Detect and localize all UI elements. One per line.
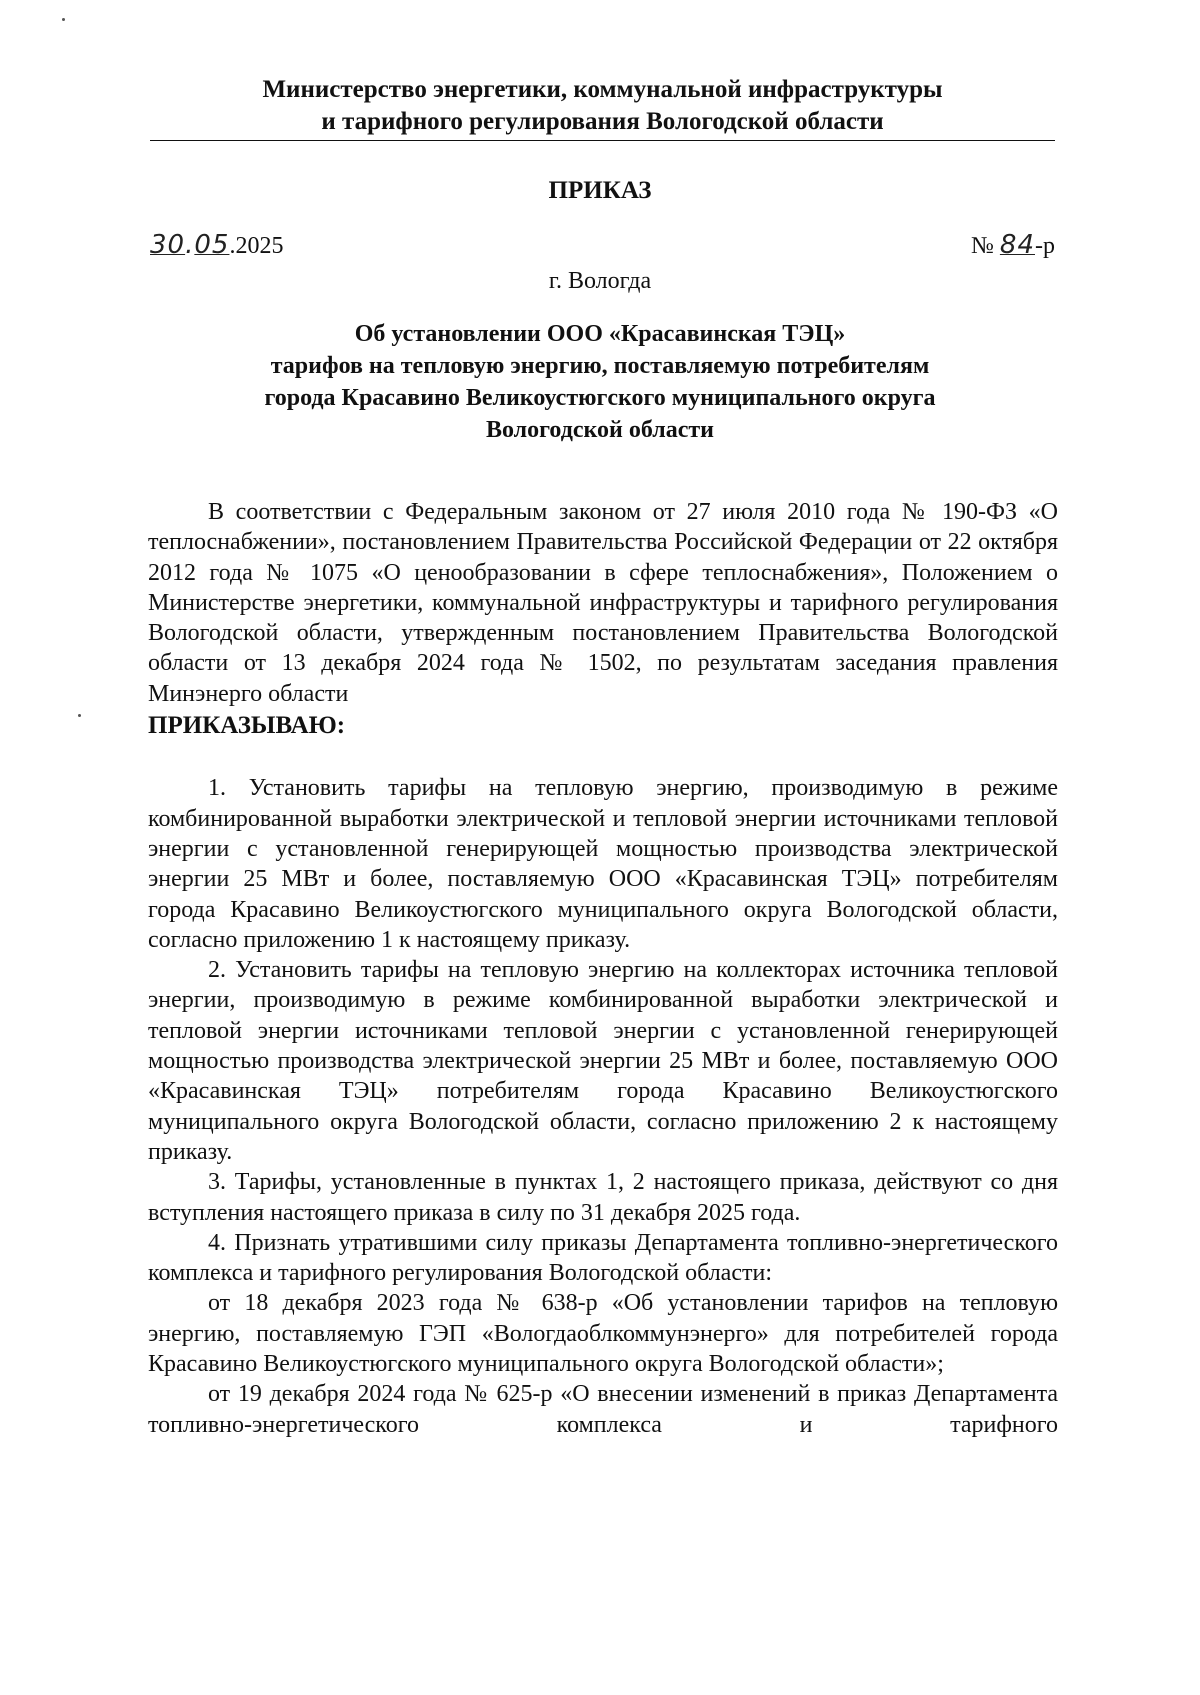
header-rule [150, 140, 1055, 141]
order-subject [180, 318, 1020, 446]
ministry-header [150, 74, 1055, 138]
number-suffix: -р [1035, 233, 1055, 259]
clause-4-item-2: от 19 декабря 2024 года № 625-р «О внесении изменений в приказ Департамента топливно-энергетического комплекса и тарифного [148, 1381, 1058, 1438]
date-year: .2025 [229, 233, 284, 259]
clause-4: 4. Признать утратившими силу приказы Департамента топливно-энергетического комплекса и тарифного регулирования Вологодской области: [148, 1229, 1058, 1287]
preamble-paragraph: В соответствии с Федеральным законом от 27 июля 2010 года № 190-ФЗ «О теплоснабжении», постановлением Правительства Российской Федерации от 22 октября 2012 года № 1075 «О ценообразовании в сфере теплоснабжения», Положением о Министерстве энергетики, коммунальной инфраструктуры и тарифного регулирования Вологодской области, утвержденным постановлением Правительства Вологодской области от 13 декабря 2024 года № 1502, по результатам заседания правления Минэнерго области [148, 499, 1058, 707]
date-month-handwritten: 05 [194, 230, 230, 260]
date-separator: . [185, 230, 195, 260]
clause-4-item-1: от 18 декабря 2023 года № 638-р «Об установлении тарифов на тепловую энергию, поставляемую ГЭП «Вологдаоблкоммунэнерго» для потребителей города Красавино Великоустюгского муниципального округа Вологодской области»; [148, 1290, 1058, 1378]
ministry-line-1: Министерство энергетики, коммунальной инфраструктуры [262, 76, 943, 103]
order-date [150, 230, 283, 260]
scan-speck [62, 18, 65, 21]
order-title: ПРИКАЗ [548, 177, 652, 204]
subject-line-1: Об установлении ООО «Красавинская ТЭЦ» [354, 321, 846, 347]
order-number [971, 230, 1055, 260]
order-body [148, 497, 1058, 1440]
scan-speck [78, 714, 81, 717]
clause-1: 1. Установить тарифы на тепловую энергию, производимую в режиме комбинированной выработки электрической и тепловой энергии источниками тепловой энергии с установленной генерирующей мощностью производства электрической энергии 25 МВт и более, поставляемую ООО «Красавинская ТЭЦ» потребителям города Красавино Великоустюгского муниципального округа Вологодской области, согласно приложению 1 к настоящему приказу. [148, 775, 1058, 953]
subject-line-4: Вологодской области [485, 417, 715, 443]
subject-line-2: тарифов на тепловую энергию, поставляемую потребителям [270, 353, 930, 379]
ministry-line-2: и тарифного регулирования Вологодской области [321, 108, 884, 135]
number-prefix: № [971, 233, 994, 259]
orders-word: ПРИКАЗЫВАЮ: [148, 712, 346, 740]
order-city: г. Вологда [548, 268, 652, 294]
subject-line-3: города Красавино Великоустюгского муниципального округа [264, 385, 936, 411]
date-day-handwritten: 30 [150, 230, 186, 260]
clause-2: 2. Установить тарифы на тепловую энергию на коллекторах источника тепловой энергии, производимую в режиме комбинированной выработки электрической и тепловой энергии источниками тепловой энергии с установленной генерирующей мощностью производства электрической энергии 25 МВт и более, поставляемую ООО «Красавинская ТЭЦ» потребителям города Красавино Великоустюгского муниципального округа Вологодской области, согласно приложению 2 к настоящему приказу. [148, 957, 1058, 1165]
clause-3: 3. Тарифы, установленные в пунктах 1, 2 настоящего приказа, действуют со дня вступления настоящего приказа в силу по 31 декабря 2025 года. [148, 1169, 1058, 1226]
number-handwritten: 84 [999, 230, 1035, 260]
